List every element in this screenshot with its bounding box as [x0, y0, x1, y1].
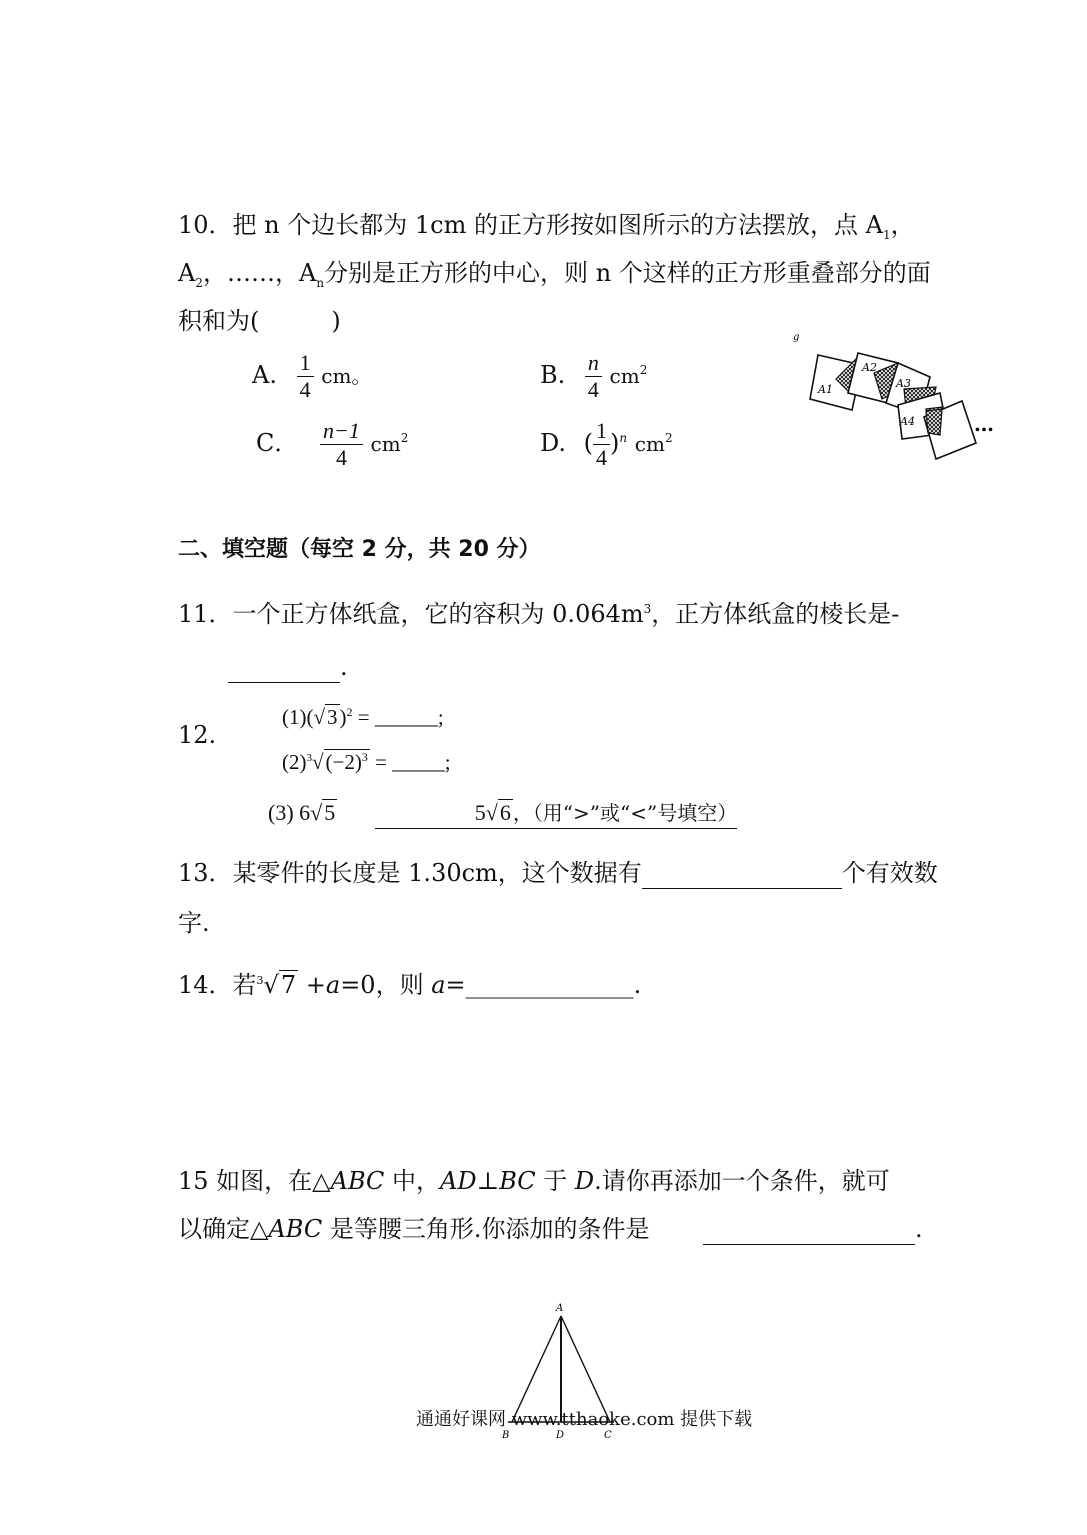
footer-text: 通通好课网 www.tthaoke.com 提供下载 [416, 1409, 753, 1430]
q12-part2: $(2)^3√(-2)^3$ = _____; [282, 750, 451, 774]
vertex-c: C [604, 1430, 612, 1441]
q15-line1: 15 如图，在△ABC 中，AD⊥BC 于 D.请你再添加一个条件，就可 [178, 1167, 890, 1195]
squares-figure [790, 325, 1005, 465]
q12-label: 12. [178, 721, 217, 749]
figure-mark: g [793, 332, 800, 343]
q10-option-b: B. $\frac{n}{4}$ $cm^2$ [540, 350, 648, 402]
q11-line1: 11．一个正方体纸盒，它的容积为 $0.064m^3$，正方体纸盒的棱长是- [178, 600, 900, 628]
overlap-4b [926, 409, 942, 435]
section-title: 二、填空题（每空 2 分，共 20 分） [178, 537, 541, 562]
q10-option-a: A. $\frac{1}{4}$ cm。 [252, 350, 372, 402]
vertex-b: B [502, 1430, 510, 1441]
q13-answer-blank[interactable] [642, 858, 842, 889]
q15-answer-blank[interactable]: . [703, 1214, 923, 1245]
q11-answer-blank[interactable]: . [228, 652, 348, 683]
q15-line2: 以确定△ABC 是等腰三角形.你添加的条件是 [178, 1215, 650, 1243]
q10-option-c: C． $\frac{n-1}{4}$ $cm^2$ [256, 418, 409, 470]
q10-option-d: D. ( $\frac{1}{4}$ )$^n$ $cm^2$ [540, 418, 673, 470]
q13-line1: 13．某零件的长度是 1.30cm，这个数据有 个有效数 [178, 859, 938, 887]
side-ab [512, 1316, 561, 1422]
q10-line2: $A_2$，……，$A_n$分别是正方形的中心，则 n 个这样的正方形重叠部分的面 [178, 259, 931, 290]
continuation-dots: … [974, 412, 994, 436]
vertex-d: D [556, 1430, 565, 1441]
q10-line3: 积和为( ) [178, 307, 341, 335]
label-a4: A4 [900, 415, 915, 428]
q13-line2: 字. [178, 909, 210, 937]
label-a2: A2 [862, 361, 877, 374]
q12-compare-blank[interactable] [375, 798, 475, 829]
q12-part1: $(1)(√3)^2$ = ______; [282, 705, 444, 729]
vertex-a: A [556, 1303, 564, 1314]
label-a3: A3 [896, 377, 911, 390]
q10-line1: 10．把 n 个边长都为 1cm 的正方形按如图所示的方法摆放，点 $A_1$， [178, 211, 915, 242]
side-ac [561, 1316, 610, 1422]
q14-line: 14．若$^3$√7 +a=0，则 a=______________. [178, 971, 642, 999]
q12-part3: (3) 6√5 5√6 ，（用“>”或“<”号填空） [268, 798, 737, 829]
label-a1: A1 [818, 383, 833, 396]
